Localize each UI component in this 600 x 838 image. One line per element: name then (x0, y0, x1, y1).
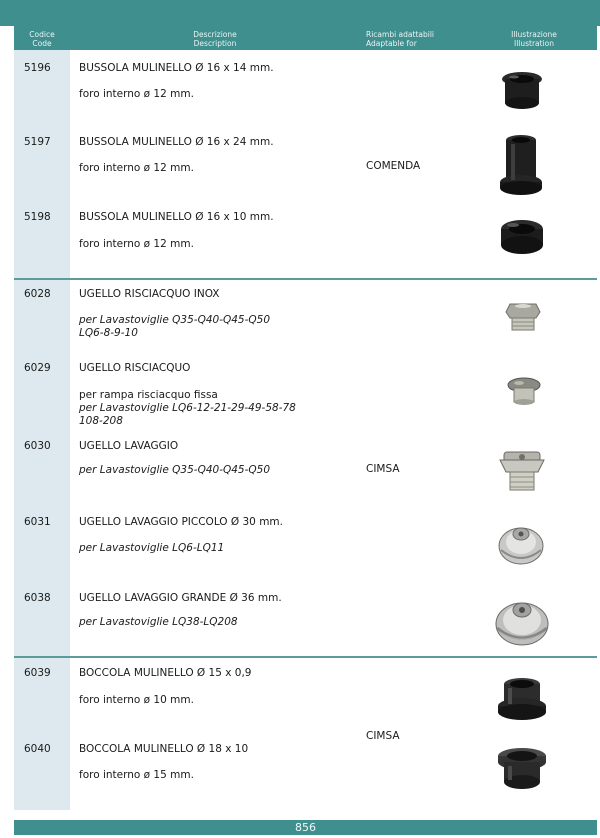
item-title: BUSSOLA MULINELLO Ø 16 x 24 mm. (79, 136, 274, 148)
bushing-short-icon (500, 70, 544, 112)
header-adapt-it: Ricambi adattabili (366, 30, 434, 39)
item-detail: per Lavastoviglie Q35-Q40-Q45-Q50 (79, 314, 271, 326)
header-ill-it: Illustrazione (511, 30, 557, 39)
item-code: 5196 (24, 62, 51, 74)
item-code: 6029 (24, 362, 51, 374)
table-header (14, 26, 597, 50)
item-detail: foro interno ø 10 mm. (79, 694, 194, 706)
item-detail: per Lavastoviglie Q35-Q40-Q45-Q50 (79, 464, 271, 476)
header-code-en: Code (32, 39, 52, 48)
bushing-long-icon (498, 132, 544, 198)
item-title: UGELLO RISCIACQUO INOX (79, 288, 220, 300)
header-description (70, 30, 360, 48)
item-title: UGELLO RISCIACQUO (79, 362, 191, 374)
page-number: 856 (295, 821, 316, 834)
item-title: BUSSOLA MULINELLO Ø 16 x 14 mm. (79, 62, 274, 74)
wash-nozzle-icon (498, 446, 546, 496)
item-detail: foro interno ø 12 mm. (79, 88, 194, 100)
page-footer (14, 820, 597, 835)
top-bar (0, 0, 600, 26)
adaptable-brand: CIMSA (366, 730, 400, 742)
item-code: 6040 (24, 743, 51, 755)
item-detail: 108-208 (79, 415, 123, 427)
bushing-flat-icon (497, 216, 547, 258)
header-desc-it: Descrizione (193, 30, 237, 39)
wash-nozzle-small-icon (497, 520, 545, 566)
item-code: 6030 (24, 440, 51, 452)
item-code: 6031 (24, 516, 51, 528)
rinse-nozzle-icon (504, 300, 542, 334)
item-detail: per Lavastoviglie LQ6-12-21-29-49-58-78 (79, 402, 296, 414)
item-title: BUSSOLA MULINELLO Ø 16 x 10 mm. (79, 211, 274, 223)
item-title: UGELLO LAVAGGIO PICCOLO Ø 30 mm. (79, 516, 283, 528)
item-code: 5197 (24, 136, 51, 148)
item-detail: foro interno ø 12 mm. (79, 162, 194, 174)
header-adapt-en: Adaptable for (366, 39, 417, 48)
item-title: UGELLO LAVAGGIO (79, 440, 179, 452)
header-desc-en: Description (193, 39, 237, 48)
code-column (14, 50, 70, 278)
header-adaptable (366, 30, 466, 48)
code-column (14, 658, 70, 810)
item-detail: per Lavastoviglie LQ6-LQ11 (79, 542, 225, 554)
header-illustration (474, 30, 594, 48)
bush-ring-icon (496, 674, 548, 724)
wash-nozzle-large-icon (494, 594, 550, 648)
adaptable-brand: CIMSA (366, 463, 400, 475)
item-detail: LQ6-8-9-10 (79, 327, 138, 339)
item-code: 6039 (24, 667, 51, 679)
item-detail: foro interno ø 12 mm. (79, 238, 194, 250)
rinse-nozzle-small-icon (506, 376, 542, 408)
header-ill-en: Illustration (513, 39, 555, 48)
item-title: BOCCOLA MULINELLO Ø 15 x 0,9 (79, 667, 252, 679)
item-code: 6028 (24, 288, 51, 300)
header-code-it: Codice (29, 30, 55, 39)
item-code: 5198 (24, 211, 51, 223)
item-code: 6038 (24, 592, 51, 604)
item-detail: per Lavastoviglie LQ38-LQ208 (79, 616, 238, 628)
header-code (14, 30, 70, 48)
item-title: BOCCOLA MULINELLO Ø 18 x 10 (79, 743, 249, 755)
item-title: UGELLO LAVAGGIO GRANDE Ø 36 mm. (79, 592, 282, 604)
item-detail: per rampa risciacquo fissa (79, 389, 218, 401)
bush-ring-large-icon (494, 746, 550, 794)
adaptable-brand: COMENDA (366, 160, 421, 172)
item-detail: foro interno ø 15 mm. (79, 769, 194, 781)
